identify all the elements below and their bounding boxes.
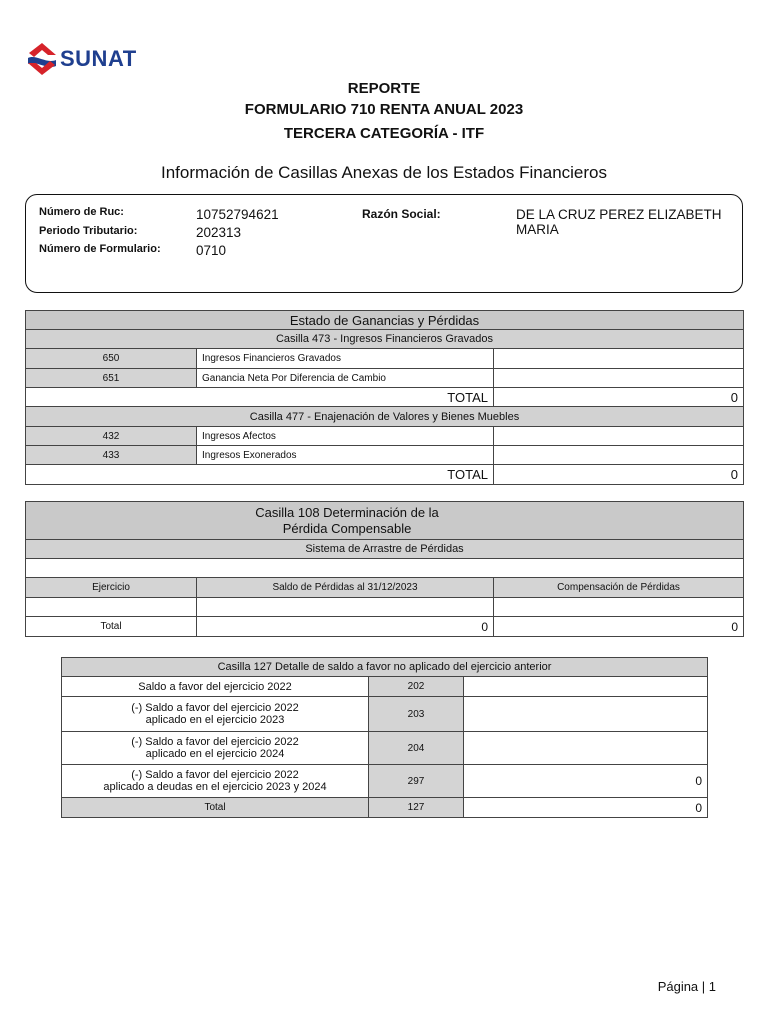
row-value <box>464 697 708 732</box>
taxpayer-info-box <box>25 194 743 293</box>
table-row <box>26 369 744 388</box>
row-code: 297 <box>369 765 464 798</box>
page-number: Página | 1 <box>657 979 716 994</box>
category-title: TERCERA CATEGORÍA - ITF <box>283 125 485 142</box>
total-saldo: 0 <box>197 617 494 637</box>
ganancias-table <box>25 310 744 485</box>
casilla127-table <box>61 657 708 818</box>
total-value: 0 <box>494 465 744 485</box>
table-row <box>62 677 708 697</box>
table-row <box>26 349 744 369</box>
row-code: 651 <box>26 369 197 388</box>
row-label: (-) Saldo a favor del ejercicio 2022 aplicado en el ejercicio 2023 <box>62 697 369 732</box>
row-label: Ingresos Exonerados <box>197 446 494 465</box>
razon-social-line2: MARIA <box>516 222 559 237</box>
total-value: 0 <box>494 388 744 407</box>
report-title: REPORTE <box>347 80 421 97</box>
row-label: Ingresos Financieros Gravados <box>197 349 494 369</box>
total-label: Total <box>62 798 369 818</box>
ganancias-title: Estado de Ganancias y Pérdidas <box>26 311 744 330</box>
total-row <box>62 798 708 818</box>
casilla108-title <box>26 502 744 540</box>
total-value: 0 <box>464 798 708 818</box>
casilla108-title-line1: Casilla 108 Determinación de la <box>255 504 439 520</box>
row-label: (-) Saldo a favor del ejercicio 2022 aplicado a deudas en el ejercicio 2023 y 2024 <box>62 765 369 798</box>
row-value <box>494 427 744 446</box>
table-row <box>26 446 744 465</box>
logo-text: SUNAT <box>60 46 137 71</box>
col-saldo: Saldo de Pérdidas al 31/12/2023 <box>197 578 494 598</box>
total-label: TOTAL <box>26 465 494 485</box>
razon-social-label: Razón Social: <box>362 207 441 221</box>
row-value: 0 <box>464 765 708 798</box>
total-row <box>26 465 744 485</box>
table-row <box>62 732 708 765</box>
empty-row <box>26 559 744 578</box>
form-title: FORMULARIO 710 RENTA ANUAL 2023 <box>244 101 524 118</box>
row-value <box>494 369 744 388</box>
casilla108-table <box>25 501 744 637</box>
total-compensacion: 0 <box>494 617 744 637</box>
row-code: 202 <box>369 677 464 697</box>
table-row <box>62 765 708 798</box>
row-code: 203 <box>369 697 464 732</box>
casilla108-title-line2: Pérdida Compensable <box>282 520 412 536</box>
row-code: 432 <box>26 427 197 446</box>
casilla477-title: Casilla 477 - Enajenación de Valores y Bienes Muebles <box>26 407 744 427</box>
row-code: 204 <box>369 732 464 765</box>
row-code: 650 <box>26 349 197 369</box>
row-label: Saldo a favor del ejercicio 2022 <box>62 677 369 697</box>
total-label: TOTAL <box>26 388 494 407</box>
formulario-value: 0710 <box>196 243 227 258</box>
row-value <box>494 349 744 369</box>
row-code: 433 <box>26 446 197 465</box>
periodo-label: Periodo Tributario: <box>39 225 138 237</box>
razon-social-line1: DE LA CRUZ PEREZ ELIZABETH <box>516 207 722 222</box>
table-row <box>26 598 744 617</box>
table-row <box>62 697 708 732</box>
col-ejercicio: Ejercicio <box>26 578 197 598</box>
total-row <box>26 388 744 407</box>
page-subtitle: Información de Casillas Anexas de los Estados Financieros <box>160 163 607 182</box>
row-label: Ingresos Afectos <box>197 427 494 446</box>
sunat-logo <box>26 42 137 76</box>
total-row <box>26 617 744 637</box>
row-value <box>464 732 708 765</box>
periodo-value: 202313 <box>196 225 242 240</box>
ruc-value: 10752794621 <box>196 207 279 222</box>
total-label: Total <box>26 617 197 637</box>
casilla108-subtitle: Sistema de Arrastre de Pérdidas <box>26 540 744 559</box>
col-compensacion: Compensación de Pérdidas <box>494 578 744 598</box>
table-row <box>26 427 744 446</box>
total-code: 127 <box>369 798 464 818</box>
casilla127-title: Casilla 127 Detalle de saldo a favor no aplicado del ejercicio anterior <box>62 658 708 677</box>
sunat-emblem-icon <box>26 42 58 76</box>
row-label: Ganancia Neta Por Diferencia de Cambio <box>197 369 494 388</box>
casilla473-title: Casilla 473 - Ingresos Financieros Gravados <box>26 330 744 349</box>
row-value <box>494 446 744 465</box>
ruc-label: Número de Ruc: <box>39 206 124 218</box>
row-value <box>464 677 708 697</box>
column-headers <box>26 578 744 598</box>
row-label: (-) Saldo a favor del ejercicio 2022 aplicado en el ejercicio 2024 <box>62 732 369 765</box>
formulario-label: Número de Formulario: <box>39 243 161 255</box>
